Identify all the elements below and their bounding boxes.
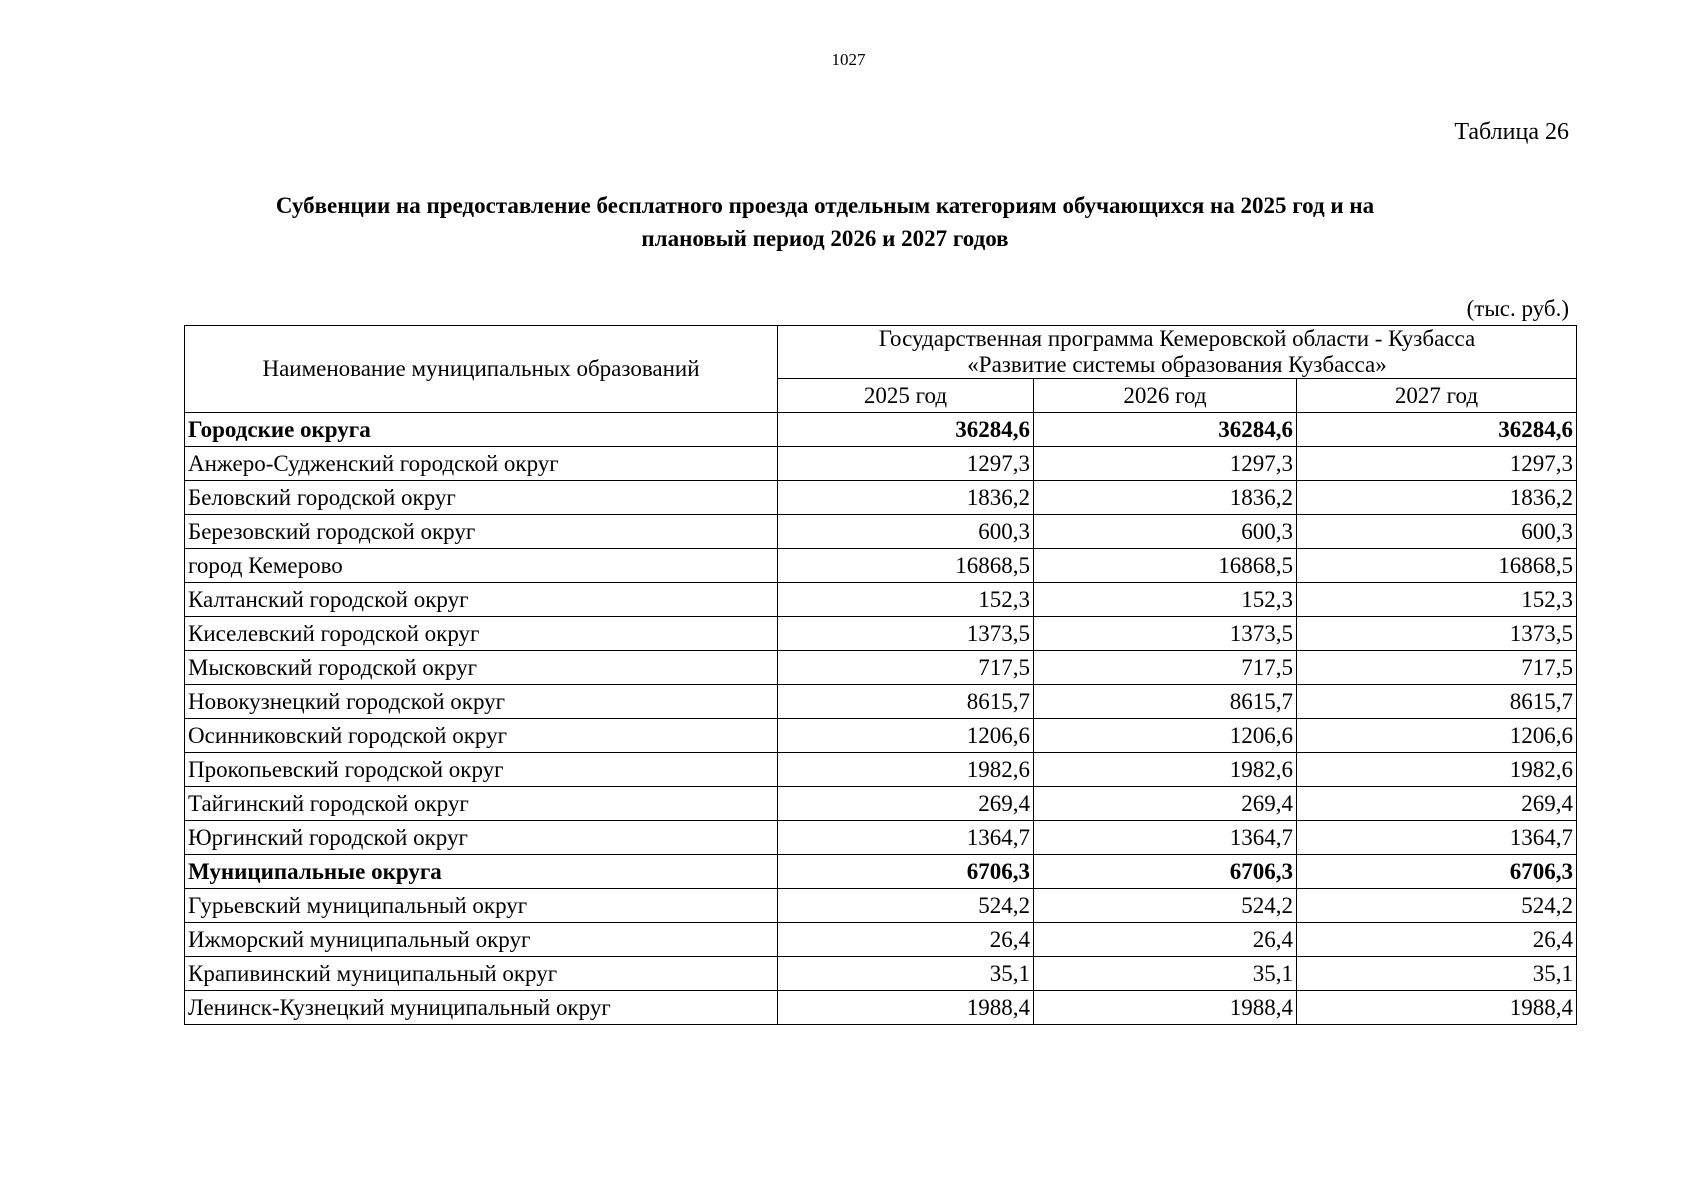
value-2025-cell: 8615,7 <box>778 685 1034 719</box>
table-row <box>185 821 1577 855</box>
value-2025-cell: 717,5 <box>778 651 1034 685</box>
table-body <box>185 413 1577 1025</box>
value-2026-cell: 1364,7 <box>1034 821 1297 855</box>
value-2027-cell: 717,5 <box>1297 651 1577 685</box>
municipality-name-cell: Ленинск-Кузнецкий муниципальный округ <box>185 991 778 1025</box>
value-2027-cell: 152,3 <box>1297 583 1577 617</box>
value-2026-cell: 8615,7 <box>1034 685 1297 719</box>
value-2026-cell: 717,5 <box>1034 651 1297 685</box>
units-label: (тыс. руб.) <box>1466 296 1569 321</box>
municipality-name-cell: Тайгинский городской округ <box>185 787 778 821</box>
value-2025-cell: 524,2 <box>778 889 1034 923</box>
table-row <box>185 481 1577 515</box>
value-2027-cell: 1297,3 <box>1297 447 1577 481</box>
value-2026-cell: 152,3 <box>1034 583 1297 617</box>
value-2026-cell: 1206,6 <box>1034 719 1297 753</box>
value-2027-cell: 1836,2 <box>1297 481 1577 515</box>
value-2027-cell: 1206,6 <box>1297 719 1577 753</box>
header-municipality-name: Наименование муниципальных образований <box>185 326 778 413</box>
value-2025-cell: 16868,5 <box>778 549 1034 583</box>
table-label: Таблица 26 <box>1454 119 1569 145</box>
municipality-name-cell: Юргинский городской округ <box>185 821 778 855</box>
municipality-name-cell: Новокузнецкий городской округ <box>185 685 778 719</box>
value-2027-cell: 1982,6 <box>1297 753 1577 787</box>
municipality-name-cell: Гурьевский муниципальный округ <box>185 889 778 923</box>
header-program-line2: «Развитие системы образования Кузбасса» <box>967 352 1387 377</box>
value-2026-cell: 269,4 <box>1034 787 1297 821</box>
municipality-name-cell: город Кемерово <box>185 549 778 583</box>
table-row <box>185 583 1577 617</box>
value-2027-cell: 1988,4 <box>1297 991 1577 1025</box>
table-row <box>185 889 1577 923</box>
value-2026-cell: 16868,5 <box>1034 549 1297 583</box>
table-row <box>185 991 1577 1025</box>
table-row <box>185 447 1577 481</box>
value-2027-cell: 600,3 <box>1297 515 1577 549</box>
municipality-name-cell: Березовский городской округ <box>185 515 778 549</box>
value-2025-cell: 1373,5 <box>778 617 1034 651</box>
value-2026-cell: 1988,4 <box>1034 991 1297 1025</box>
table-row <box>185 651 1577 685</box>
municipality-name-cell: Киселевский городской округ <box>185 617 778 651</box>
value-2026-cell: 1373,5 <box>1034 617 1297 651</box>
municipality-name-cell: Муниципальные округа <box>185 855 778 889</box>
value-2025-cell: 1364,7 <box>778 821 1034 855</box>
table-row <box>185 923 1577 957</box>
municipality-name-cell: Крапивинский муниципальный округ <box>185 957 778 991</box>
value-2027-cell: 6706,3 <box>1297 855 1577 889</box>
value-2027-cell: 8615,7 <box>1297 685 1577 719</box>
value-2025-cell: 1836,2 <box>778 481 1034 515</box>
value-2027-cell: 1364,7 <box>1297 821 1577 855</box>
table-row-subtotal <box>185 413 1577 447</box>
value-2026-cell: 36284,6 <box>1034 413 1297 447</box>
value-2027-cell: 16868,5 <box>1297 549 1577 583</box>
value-2025-cell: 152,3 <box>778 583 1034 617</box>
value-2026-cell: 1297,3 <box>1034 447 1297 481</box>
table-row <box>185 957 1577 991</box>
table-row <box>185 753 1577 787</box>
value-2027-cell: 26,4 <box>1297 923 1577 957</box>
value-2027-cell: 524,2 <box>1297 889 1577 923</box>
header-state-program <box>778 326 1577 379</box>
value-2026-cell: 1982,6 <box>1034 753 1297 787</box>
table-row <box>185 787 1577 821</box>
value-2026-cell: 26,4 <box>1034 923 1297 957</box>
value-2025-cell: 1982,6 <box>778 753 1034 787</box>
table-row <box>185 549 1577 583</box>
municipality-name-cell: Мысковский городской округ <box>185 651 778 685</box>
municipality-name-cell: Калтанский городской округ <box>185 583 778 617</box>
document-title: Субвенции на предоставление бесплатного проезда отдельным категориям обучающихся на 2025 год и на плановый период 2026 и 2027 годов <box>275 193 1375 251</box>
value-2025-cell: 26,4 <box>778 923 1034 957</box>
value-2025-cell: 1988,4 <box>778 991 1034 1025</box>
table-row <box>185 617 1577 651</box>
value-2025-cell: 269,4 <box>778 787 1034 821</box>
municipality-name-cell: Беловский городской округ <box>185 481 778 515</box>
municipality-name-cell: Прокопьевский городской округ <box>185 753 778 787</box>
value-2026-cell: 6706,3 <box>1034 855 1297 889</box>
value-2025-cell: 1297,3 <box>778 447 1034 481</box>
page-number: 1027 <box>831 50 866 69</box>
municipality-name-cell: Анжеро-Судженский городской округ <box>185 447 778 481</box>
table-row <box>185 515 1577 549</box>
value-2026-cell: 600,3 <box>1034 515 1297 549</box>
value-2026-cell: 524,2 <box>1034 889 1297 923</box>
header-year-2025: 2025 год <box>778 379 1034 413</box>
value-2025-cell: 1206,6 <box>778 719 1034 753</box>
value-2025-cell: 35,1 <box>778 957 1034 991</box>
value-2027-cell: 35,1 <box>1297 957 1577 991</box>
table-row <box>185 719 1577 753</box>
header-year-2026: 2026 год <box>1034 379 1297 413</box>
header-program-line1: Государственная программа Кемеровской области - Кузбасса <box>878 326 1476 351</box>
table-row-subtotal <box>185 855 1577 889</box>
value-2027-cell: 36284,6 <box>1297 413 1577 447</box>
subventions-table <box>184 325 1577 1025</box>
value-2025-cell: 6706,3 <box>778 855 1034 889</box>
table-row <box>185 685 1577 719</box>
header-year-2027: 2027 год <box>1297 379 1577 413</box>
municipality-name-cell: Осинниковский городской округ <box>185 719 778 753</box>
value-2026-cell: 1836,2 <box>1034 481 1297 515</box>
municipality-name-cell: Городские округа <box>185 413 778 447</box>
value-2027-cell: 1373,5 <box>1297 617 1577 651</box>
value-2025-cell: 600,3 <box>778 515 1034 549</box>
value-2025-cell: 36284,6 <box>778 413 1034 447</box>
value-2027-cell: 269,4 <box>1297 787 1577 821</box>
municipality-name-cell: Ижморский муниципальный округ <box>185 923 778 957</box>
value-2026-cell: 35,1 <box>1034 957 1297 991</box>
